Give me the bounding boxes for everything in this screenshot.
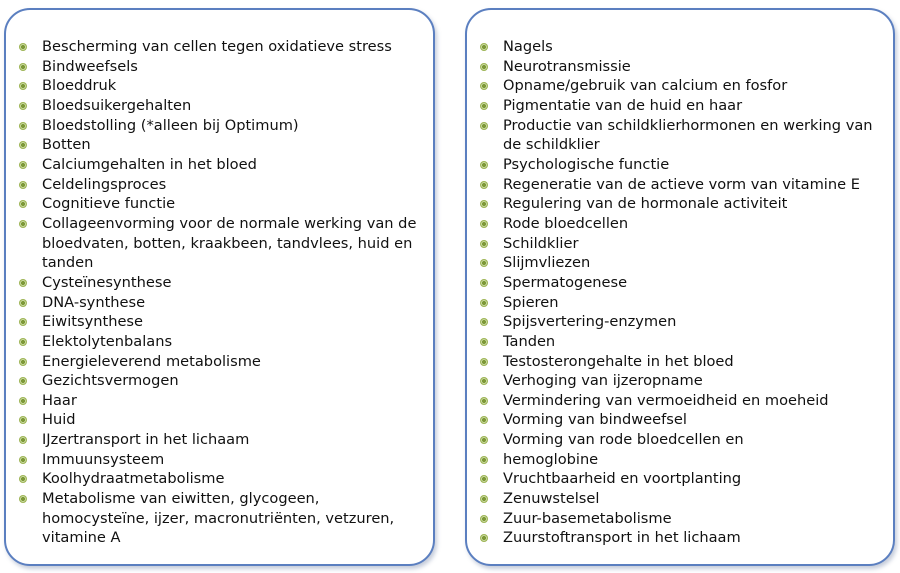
- list-item: [477, 293, 889, 313]
- green-circle-bullet-icon: [480, 475, 488, 483]
- list-item-text: Vorming van rode bloedcellen en: [503, 431, 744, 449]
- list-item: [16, 293, 427, 313]
- list-item-text: Vorming van bindweefsel: [503, 411, 687, 429]
- list-item-text: Elektolytenbalans: [42, 332, 173, 350]
- list-item: [477, 214, 889, 234]
- list-item-text: Celdelingsproces: [42, 175, 167, 193]
- green-circle-bullet-icon: [19, 377, 27, 385]
- green-circle-bullet-icon: [480, 63, 488, 71]
- green-circle-bullet-icon: [480, 102, 488, 110]
- list-item-text: Productie van schildklierhormonen en werking van de schildklier: [503, 116, 873, 154]
- list-item-text: Collageenvorming voor de normale werking van de bloedvaten, botten, kraakbeen, tandvlees, huid en tanden: [42, 214, 417, 272]
- green-circle-bullet-icon: [19, 456, 27, 464]
- list-item-text: Rode bloedcellen: [503, 214, 629, 232]
- list-item: [16, 450, 427, 470]
- list-item-text: Spijsvertering-enzymen: [503, 313, 677, 331]
- left-list-panel: [4, 8, 435, 566]
- list-item-text: Spermatogenese: [503, 273, 628, 291]
- list-item: [16, 214, 427, 273]
- list-item-text: hemoglobine: [503, 450, 599, 468]
- green-circle-bullet-icon: [19, 475, 27, 483]
- list-item: [477, 371, 889, 391]
- green-circle-bullet-icon: [19, 436, 27, 444]
- list-item: [477, 391, 889, 411]
- green-circle-bullet-icon: [480, 200, 488, 208]
- list-item-text: Tanden: [503, 332, 556, 350]
- list-item: [16, 135, 427, 155]
- list-item: [16, 175, 427, 195]
- list-item: [16, 410, 427, 430]
- list-item-text: Zuurstoftransport in het lichaam: [503, 529, 741, 547]
- list-item: [477, 155, 889, 175]
- list-item: [477, 352, 889, 372]
- list-item: [477, 430, 889, 450]
- list-item-text: Bescherming van cellen tegen oxidatieve stress: [42, 38, 392, 55]
- list-item: [477, 489, 889, 509]
- list-item: [477, 175, 889, 195]
- list-item-text: Opname/gebruik van calcium en fosfor: [503, 77, 788, 95]
- list-item: [477, 194, 889, 214]
- green-circle-bullet-icon: [19, 358, 27, 366]
- green-circle-bullet-icon: [480, 161, 488, 169]
- green-circle-bullet-icon: [480, 122, 488, 130]
- list-item: [477, 410, 889, 430]
- green-circle-bullet-icon: [480, 397, 488, 405]
- green-circle-bullet-icon: [19, 122, 27, 130]
- list-item-text: Spieren: [503, 293, 559, 311]
- green-circle-bullet-icon: [480, 318, 488, 326]
- green-circle-bullet-icon: [480, 259, 488, 267]
- list-item: [16, 489, 427, 548]
- list-item: [477, 234, 889, 254]
- green-circle-bullet-icon: [19, 495, 27, 503]
- list-item-text: Cognitieve functie: [42, 195, 176, 213]
- green-circle-bullet-icon: [480, 358, 488, 366]
- green-circle-bullet-icon: [480, 515, 488, 523]
- list-item-text: IJzertransport in het lichaam: [42, 431, 250, 449]
- green-circle-bullet-icon: [480, 338, 488, 346]
- green-circle-bullet-icon: [19, 279, 27, 287]
- list-item-text: Gezichtsvermogen: [42, 372, 179, 390]
- green-circle-bullet-icon: [480, 377, 488, 385]
- list-item-text: Neurotransmissie: [503, 57, 631, 75]
- list-item-text: Koolhydraatmetabolisme: [42, 470, 225, 488]
- list-item-text: Vermindering van vermoeidheid en moeheid: [503, 391, 829, 409]
- list-item: [16, 155, 427, 175]
- list-item: [477, 509, 889, 529]
- list-item-text: Pigmentatie van de huid en haar: [503, 96, 743, 114]
- green-circle-bullet-icon: [480, 43, 488, 51]
- list-item-text: Bloedstolling (*alleen bij Optimum): [42, 116, 299, 134]
- green-circle-bullet-icon: [19, 416, 27, 424]
- list-item: [16, 76, 427, 96]
- green-circle-bullet-icon: [19, 141, 27, 149]
- list-item: [477, 253, 889, 273]
- list-item-text: Psychologische functie: [503, 155, 670, 173]
- green-circle-bullet-icon: [480, 82, 488, 90]
- list-item: [477, 37, 889, 57]
- list-item-text: Zuur-basemetabolisme: [503, 509, 672, 527]
- green-circle-bullet-icon: [480, 220, 488, 228]
- right-bullet-list: [477, 37, 889, 548]
- list-item-text: Testosterongehalte in het bloed: [503, 352, 734, 370]
- list-item: [477, 528, 889, 548]
- green-circle-bullet-icon: [19, 82, 27, 90]
- list-item: [477, 450, 889, 470]
- list-item-text: DNA-synthese: [42, 293, 146, 311]
- green-circle-bullet-icon: [19, 338, 27, 346]
- right-list-panel: [465, 8, 895, 566]
- green-circle-bullet-icon: [480, 534, 488, 542]
- list-item-text: Haar: [42, 391, 77, 409]
- green-circle-bullet-icon: [19, 200, 27, 208]
- list-item-text: Metabolisme van eiwitten, glycogeen, homocysteïne, ijzer, macronutriënten, vetzuren, vitamine A: [42, 490, 395, 547]
- green-circle-bullet-icon: [19, 220, 27, 228]
- list-item-text: Regulering van de hormonale activiteit: [503, 195, 788, 213]
- list-item-text: Slijmvliezen: [503, 254, 591, 272]
- list-item-text: Bloedsuikergehalten: [42, 96, 192, 114]
- list-item-text: Bindweefsels: [42, 57, 138, 75]
- green-circle-bullet-icon: [19, 63, 27, 71]
- list-item: [16, 430, 427, 450]
- list-item-text: Eiwitsynthese: [42, 313, 144, 331]
- green-circle-bullet-icon: [19, 318, 27, 326]
- list-item-text: Regeneratie van de actieve vorm van vitamine E: [503, 175, 860, 193]
- green-circle-bullet-icon: [480, 416, 488, 424]
- list-item: [16, 96, 427, 116]
- green-circle-bullet-icon: [480, 240, 488, 248]
- green-circle-bullet-icon: [480, 279, 488, 287]
- list-item: [477, 273, 889, 293]
- list-item: [16, 37, 427, 57]
- list-item: [477, 469, 889, 489]
- list-item: [477, 76, 889, 96]
- list-item: [477, 116, 889, 155]
- list-item-text: Nagels: [503, 38, 553, 55]
- list-item-text: Schildklier: [503, 234, 579, 252]
- list-item: [16, 273, 427, 293]
- green-circle-bullet-icon: [19, 397, 27, 405]
- list-item: [16, 312, 427, 332]
- green-circle-bullet-icon: [480, 495, 488, 503]
- list-item-text: Cysteïnesynthese: [42, 273, 172, 291]
- green-circle-bullet-icon: [19, 43, 27, 51]
- green-circle-bullet-icon: [19, 161, 27, 169]
- list-item: [477, 312, 889, 332]
- list-item: [16, 371, 427, 391]
- list-item: [477, 96, 889, 116]
- left-bullet-list: [16, 37, 427, 548]
- list-item: [16, 116, 427, 136]
- green-circle-bullet-icon: [480, 436, 488, 444]
- green-circle-bullet-icon: [480, 299, 488, 307]
- list-item-text: Botten: [42, 136, 91, 154]
- list-item: [16, 469, 427, 489]
- list-item: [16, 391, 427, 411]
- list-item: [16, 194, 427, 214]
- list-item-text: Calciumgehalten in het bloed: [42, 155, 257, 173]
- list-item-text: Zenuwstelsel: [503, 490, 600, 508]
- list-item-text: Huid: [42, 411, 76, 429]
- list-item-text: Energieleverend metabolisme: [42, 352, 261, 370]
- list-item: [16, 352, 427, 372]
- green-circle-bullet-icon: [480, 181, 488, 189]
- green-circle-bullet-icon: [19, 102, 27, 110]
- green-circle-bullet-icon: [19, 299, 27, 307]
- green-circle-bullet-icon: [480, 456, 488, 464]
- list-item-text: Verhoging van ijzeropname: [503, 372, 703, 390]
- green-circle-bullet-icon: [19, 181, 27, 189]
- list-item: [477, 57, 889, 77]
- list-item: [477, 332, 889, 352]
- list-item-text: Vruchtbaarheid en voortplanting: [503, 470, 742, 488]
- list-item-text: Immuunsysteem: [42, 450, 165, 468]
- list-item-text: Bloeddruk: [42, 77, 117, 95]
- list-item: [16, 57, 427, 77]
- list-item: [16, 332, 427, 352]
